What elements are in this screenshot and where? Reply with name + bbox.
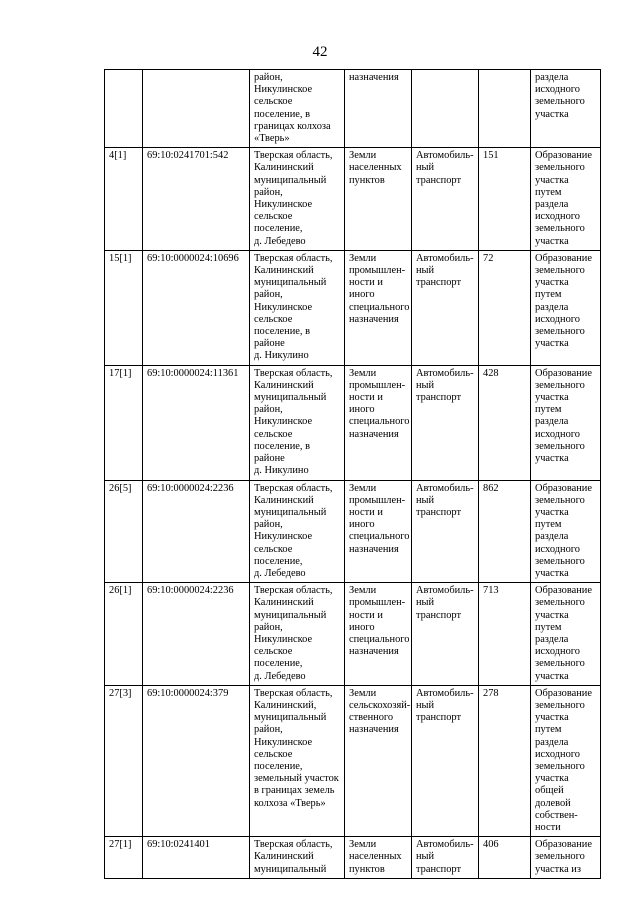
permitted-use-cell: Автомобиль- ный транспорт: [412, 480, 479, 583]
permitted-use-cell: Автомобиль- ный транспорт: [412, 148, 479, 251]
permitted-use-cell: Автомобиль- ный транспорт: [412, 837, 479, 879]
page-number: 42: [312, 44, 328, 60]
formation-method-cell: Образование земельного участка путем раздела исходного земельного участка: [531, 148, 601, 251]
formation-method-cell: Образование земельного участка путем раздела исходного земельного участка: [531, 480, 601, 583]
permitted-use-cell: Автомобиль- ный транспорт: [412, 583, 479, 686]
cadastral-number-cell: 69:10:0241701:542: [143, 148, 250, 251]
row-number-cell: 15[1]: [105, 250, 143, 365]
location-cell: Тверская область, Калининский муниципальный район, Никулинское сельское поселение, в районе д. Никулино: [250, 250, 345, 365]
cadastral-number-cell: 69:10:0000024:10696: [143, 250, 250, 365]
land-category-cell: Земли промышлен- ности и иного специального назначения: [345, 250, 412, 365]
row-number-cell: 26[1]: [105, 583, 143, 686]
cadastral-number-cell: 69:10:0000024:11361: [143, 365, 250, 480]
land-category-cell: назначения: [345, 70, 412, 148]
land-plots-table: [104, 69, 601, 879]
land-plots-table-body: [105, 70, 601, 879]
location-cell: Тверская область, Калининский муниципальный район, Никулинское сельское поселение, д. Лебедево: [250, 148, 345, 251]
area-cell: 151: [479, 148, 531, 251]
area-cell: 72: [479, 250, 531, 365]
cadastral-number-cell: 69:10:0000024:2236: [143, 583, 250, 686]
location-cell: Тверская область, Калининский муниципальный район, Никулинское сельское поселение, д. Лебедево: [250, 480, 345, 583]
area-cell: 428: [479, 365, 531, 480]
location-cell: Тверская область, Калининский, муниципальный район, Никулинское сельское поселение, земельный участок в границах земель колхоза «Тверь»: [250, 685, 345, 836]
location-cell: район, Никулинское сельское поселение, в границах колхоза «Тверь»: [250, 70, 345, 148]
row-number-cell: 27[3]: [105, 685, 143, 836]
land-category-cell: Земли промышлен- ности и иного специального назначения: [345, 480, 412, 583]
table-row: [105, 480, 601, 583]
cadastral-number-cell: [143, 70, 250, 148]
table-row: [105, 250, 601, 365]
permitted-use-cell: Автомобиль- ный транспорт: [412, 685, 479, 836]
formation-method-cell: Образование земельного участка путем раздела исходного земельного участка общей долевой собствен- ности: [531, 685, 601, 836]
permitted-use-cell: Автомобиль- ный транспорт: [412, 250, 479, 365]
formation-method-cell: Образование земельного участка из: [531, 837, 601, 879]
permitted-use-cell: [412, 70, 479, 148]
table-row: [105, 583, 601, 686]
area-cell: 278: [479, 685, 531, 836]
table-row: [105, 148, 601, 251]
location-cell: Тверская область, Калининский муниципальный район, Никулинское сельское поселение, в районе д. Никулино: [250, 365, 345, 480]
table-row: [105, 70, 601, 148]
cadastral-number-cell: 69:10:0000024:379: [143, 685, 250, 836]
cadastral-number-cell: 69:10:0000024:2236: [143, 480, 250, 583]
table-row: [105, 365, 601, 480]
table-row: [105, 685, 601, 836]
row-number-cell: 26[5]: [105, 480, 143, 583]
land-category-cell: Земли населенных пунктов: [345, 148, 412, 251]
area-cell: 862: [479, 480, 531, 583]
cadastral-number-cell: 69:10:0241401: [143, 837, 250, 879]
row-number-cell: [105, 70, 143, 148]
location-cell: Тверская область, Калининский муниципальный: [250, 837, 345, 879]
row-number-cell: 17[1]: [105, 365, 143, 480]
land-category-cell: Земли промышлен- ности и иного специального назначения: [345, 583, 412, 686]
area-cell: 406: [479, 837, 531, 879]
formation-method-cell: Образование земельного участка путем раздела исходного земельного участка: [531, 583, 601, 686]
formation-method-cell: Образование земельного участка путем раздела исходного земельного участка: [531, 250, 601, 365]
row-number-cell: 27[1]: [105, 837, 143, 879]
formation-method-cell: раздела исходного земельного участка: [531, 70, 601, 148]
land-category-cell: Земли населенных пунктов: [345, 837, 412, 879]
location-cell: Тверская область, Калининский муниципальный район, Никулинское сельское поселение, д. Лебедево: [250, 583, 345, 686]
permitted-use-cell: Автомобиль- ный транспорт: [412, 365, 479, 480]
table-row: [105, 837, 601, 879]
area-cell: 713: [479, 583, 531, 686]
row-number-cell: 4[1]: [105, 148, 143, 251]
land-category-cell: Земли сельскохозяй- ственного назначения: [345, 685, 412, 836]
formation-method-cell: Образование земельного участка путем раздела исходного земельного участка: [531, 365, 601, 480]
land-category-cell: Земли промышлен- ности и иного специального назначения: [345, 365, 412, 480]
area-cell: [479, 70, 531, 148]
